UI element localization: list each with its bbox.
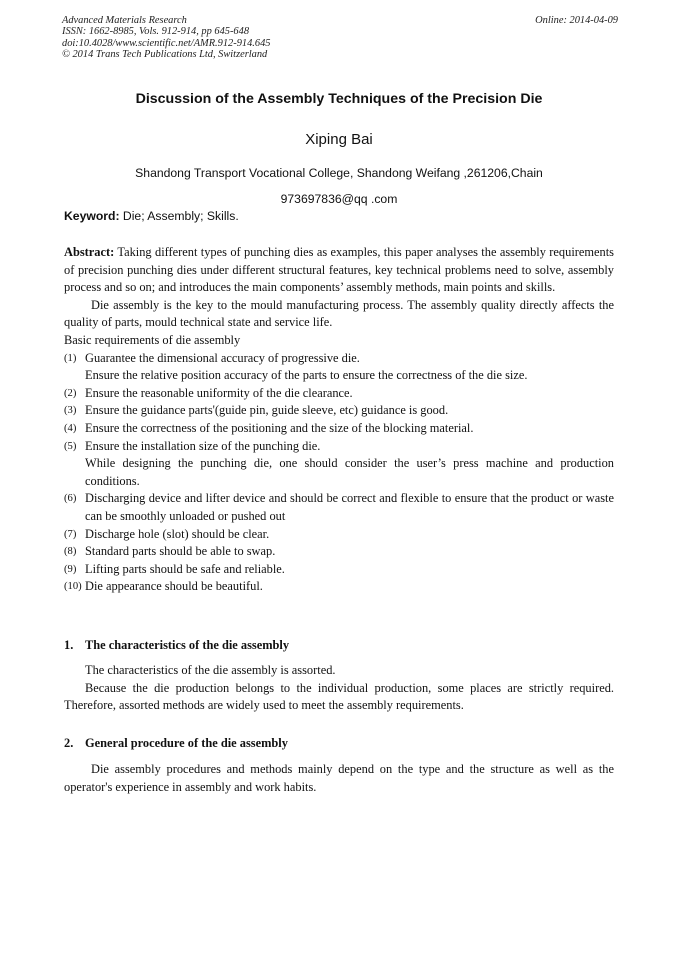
list-number: (8) <box>64 546 77 558</box>
list-number: (6) <box>64 493 77 505</box>
copyright-line: © 2014 Trans Tech Publications Ltd, Switzerland <box>62 49 268 61</box>
list-text: Ensure the correctness of the positioning and the size of the blocking material. <box>85 420 474 435</box>
list-text: Die appearance should be beautiful. <box>85 579 263 594</box>
requirements-heading: Basic requirements of die assembly <box>64 332 241 347</box>
list-text: Discharge hole (slot) should be clear. <box>85 526 270 541</box>
list-number: (9) <box>64 563 77 575</box>
list-text: Ensure the installation size of the punching die. <box>85 438 321 453</box>
list-item <box>64 526 614 544</box>
list-number: (2) <box>64 387 77 399</box>
section-1-heading <box>64 638 289 653</box>
list-text: Discharging device and lifter device and should be correct and flexible to ensure that the product or waste can be smoothly unloaded or pushed out <box>85 491 614 523</box>
section-1-paragraph-1: The characteristics of the die assembly is assorted. <box>85 663 336 677</box>
list-item <box>64 420 614 438</box>
doi-line: doi:10.4028/www.scientific.net/AMR.912-914.645 <box>62 37 271 49</box>
list-subtext: Ensure the relative position accuracy of the parts to ensure the correctness of the die size. <box>85 368 528 383</box>
list-item <box>64 385 614 403</box>
list-number: (3) <box>64 405 77 417</box>
online-date: Online: 2014-04-09 <box>535 15 618 26</box>
section-title: General procedure of the die assembly <box>85 736 288 750</box>
list-item <box>64 543 614 561</box>
list-number: (4) <box>64 422 77 434</box>
list-text: Standard parts should be able to swap. <box>85 544 276 559</box>
author-email: 973697836@qq .com <box>280 192 398 206</box>
keywords <box>64 209 239 223</box>
list-number: (7) <box>64 528 77 540</box>
abstract <box>64 244 614 297</box>
section-2-body <box>64 761 614 796</box>
keyword-text: Die; Assembly; Skills. <box>122 209 239 223</box>
abstract-text: Taking different types of punching dies as examples, this paper analyses the assembly requirements of precision punching dies under different structural features, key technical problems need to solve, assembly process and so on; and introduces the main components’ assembly methods, main points and skills. <box>64 245 614 295</box>
list-number: (1) <box>64 352 77 364</box>
section-number: 1. <box>64 638 74 652</box>
list-number: (5) <box>64 440 77 452</box>
list-number: (10) <box>64 581 82 593</box>
intro-paragraph: Die assembly is the key to the mould manufacturing process. The assembly quality directly affects the quality of parts, mould technical state and service life. <box>64 297 614 330</box>
abstract-label: Abstract: <box>64 245 115 259</box>
section-title: The characteristics of the die assembly <box>85 638 290 652</box>
list-text: Ensure the guidance parts'(guide pin, guide sleeve, etc) guidance is good. <box>85 403 449 418</box>
list-text: Guarantee the dimensional accuracy of progressive die. <box>85 350 360 365</box>
section-2-heading <box>64 736 288 751</box>
paper-title: Discussion of the Assembly Techniques of the Precision Die <box>135 91 543 107</box>
affiliation: Shandong Transport Vocational College, Shandong Weifang ,261206,Chain <box>135 166 543 180</box>
section-2-paragraph-1: Die assembly procedures and methods mainly depend on the type and the structure as well as the operator's experience in assembly and work habits. <box>64 762 614 794</box>
journal-name: Advanced Materials Research <box>62 15 187 26</box>
list-subtext: While designing the punching die, one should consider the user’s press machine and production conditions. <box>85 456 614 488</box>
keyword-label: Keyword: <box>64 209 120 223</box>
list-item <box>64 402 614 420</box>
list-item <box>64 438 614 456</box>
journal-header <box>62 15 618 61</box>
list-item <box>64 561 614 579</box>
section-1-paragraph-2: Because the die production belongs to the individual production, some places are strictly required. Therefore, assorted methods are widely used to meet the assembly requirements. <box>64 680 614 713</box>
section-number: 2. <box>64 736 74 750</box>
section-1-body <box>64 662 614 715</box>
issn-line: ISSN: 1662-8985, Vols. 912-914, pp 645-648 <box>62 26 250 38</box>
list-item <box>64 578 614 596</box>
list-text: Ensure the reasonable uniformity of the die clearance. <box>85 385 353 400</box>
list-item <box>64 490 614 525</box>
list-text: Lifting parts should be safe and reliable. <box>85 561 285 576</box>
author-name: Xiping Bai <box>305 131 373 148</box>
list-item <box>64 350 614 368</box>
main-body <box>64 244 614 596</box>
